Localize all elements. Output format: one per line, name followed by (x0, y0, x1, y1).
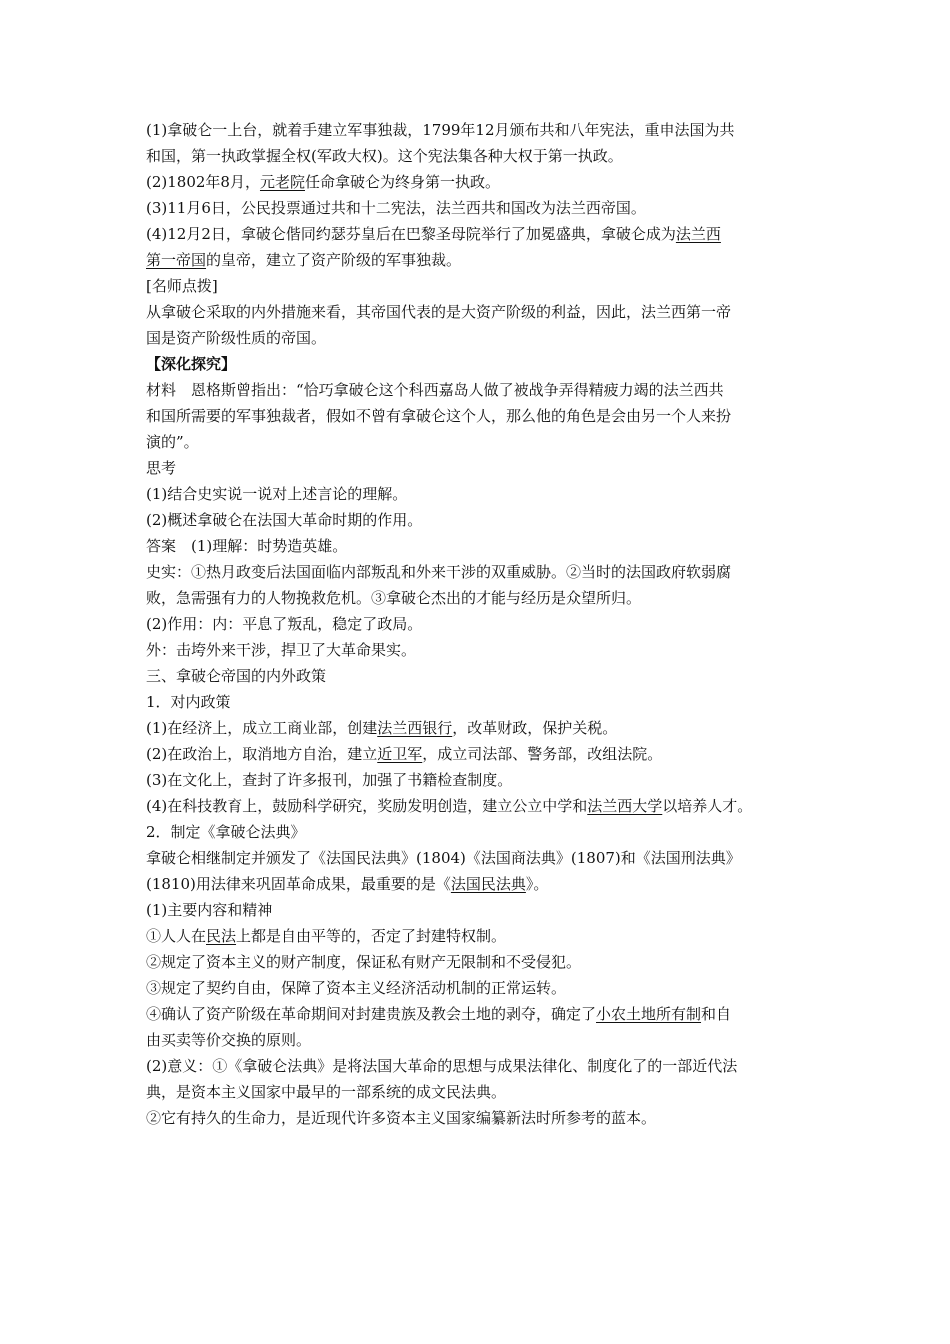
text-run: (1)拿破仑一上台，就着手建立军事独裁，1799年12月颁布共和八年宪法，重申法国为共 (146, 121, 735, 139)
text-line (146, 949, 826, 975)
text-line (146, 273, 826, 299)
underlined-term: 法兰西银行 (377, 719, 453, 737)
underlined-term: 法兰西 (675, 225, 721, 243)
text-line (146, 351, 826, 377)
text-line (146, 715, 826, 741)
text-run: 由买卖等价交换的原则。 (146, 1031, 312, 1049)
underlined-term: 民法 (206, 927, 237, 945)
text-run: (3)11月6日，公民投票通过共和十二宪法，法兰西共和国改为法兰西帝国。 (146, 199, 646, 217)
text-line (146, 377, 826, 403)
text-run: (2)概述拿破仑在法国大革命时期的作用。 (146, 511, 423, 529)
text-run: ，成立司法部、警务部，改组法院。 (422, 745, 663, 763)
underlined-term: 元老院 (259, 173, 305, 191)
text-line (146, 117, 826, 143)
text-run: 答案 (1)理解：时势造英雄。 (146, 537, 348, 555)
text-line (146, 611, 826, 637)
text-line (146, 663, 826, 689)
text-run: (1810)用法律来巩固革命成果，最重要的是《 (146, 875, 451, 893)
text-line (146, 689, 826, 715)
text-run: 外：击垮外来干涉，捍卫了大革命果实。 (146, 641, 417, 659)
text-line (146, 1027, 826, 1053)
text-line (146, 507, 826, 533)
text-run: 典，是资本主义国家中最早的一部系统的成文民法典。 (146, 1083, 507, 1101)
text-line (146, 1105, 826, 1131)
text-run: 材料 恩格斯曾指出：“恰巧拿破仑这个科西嘉岛人做了被战争弄得精疲力竭的法兰西共 (146, 381, 724, 399)
text-run: 史实：①热月政变后法国面临内部叛乱和外来干涉的双重威胁。②当时的法国政府软弱腐 (146, 563, 732, 581)
text-line (146, 1079, 826, 1105)
text-run: (2)在政治上，取消地方自治，建立 (146, 745, 378, 763)
text-run: 的皇帝，建立了资产阶级的军事独裁。 (206, 251, 462, 269)
text-line (146, 819, 826, 845)
text-line (146, 1001, 826, 1027)
text-line (146, 897, 826, 923)
text-line (146, 637, 826, 663)
text-run: [名师点拨] (146, 277, 218, 295)
document-body (146, 117, 826, 1131)
text-run: (1)主要内容和精神 (146, 901, 273, 919)
text-line (146, 767, 826, 793)
text-run: 思考 (146, 459, 177, 477)
text-run: (1)结合史实说一说对上述言论的理解。 (146, 485, 408, 503)
section-heading: 【深化探究】 (146, 355, 237, 373)
text-line (146, 871, 826, 897)
text-line (146, 923, 826, 949)
text-line (146, 845, 826, 871)
text-run: ②规定了资本主义的财产制度，保证私有财产无限制和不受侵犯。 (146, 953, 582, 971)
text-run: (1)在经济上，成立工商业部，创建 (146, 719, 378, 737)
text-run: 和自 (701, 1005, 732, 1023)
text-run: ①人人在 (146, 927, 207, 945)
text-run: (2)1802年8月， (146, 173, 260, 191)
text-run: (3)在文化上，查封了许多报刊，加强了书籍检查制度。 (146, 771, 513, 789)
text-run: 》。 (525, 875, 549, 893)
text-run: 败，急需强有力的人物挽救危机。③拿破仑杰出的才能与经历是众望所归。 (146, 589, 642, 607)
underlined-term: 法兰西大学 (587, 797, 663, 815)
text-line (146, 169, 826, 195)
text-run: 上都是自由平等的，否定了封建特权制。 (236, 927, 507, 945)
text-line (146, 481, 826, 507)
text-run: (2)意义：①《拿破仑法典》是将法国大革命的思想与成果法律化、制度化了的一部近代法 (146, 1057, 738, 1075)
underlined-term: 近卫军 (377, 745, 423, 763)
text-run: (4)12月2日，拿破仑偕同约瑟芬皇后在巴黎圣母院举行了加冕盛典，拿破仑成为 (146, 225, 676, 243)
text-run: 和国，第一执政掌握全权(军政大权)。这个宪法集各种大权于第一执政。 (146, 147, 623, 165)
text-run: (2)作用：内：平息了叛乱，稳定了政局。 (146, 615, 423, 633)
text-run: 演的”。 (146, 433, 199, 451)
text-run: 和国所需要的军事独裁者，假如不曾有拿破仑这个人，那么他的角色是会由另一个人来扮 (146, 407, 732, 425)
text-run: 拿破仑相继制定并颁发了《法国民法典》(1804)《法国商法典》(1807)和《法国刑法典》 (146, 849, 741, 867)
text-line (146, 221, 826, 247)
text-line (146, 455, 826, 481)
text-line (146, 403, 826, 429)
text-run: ②它有持久的生命力，是近现代许多资本主义国家编纂新法时所参考的蓝本。 (146, 1109, 657, 1127)
text-run: 国是资产阶级性质的帝国。 (146, 329, 327, 347)
text-line (146, 533, 826, 559)
text-run: ④确认了资产阶级在革命期间对封建贵族及教会土地的剥夺，确定了 (146, 1005, 597, 1023)
text-line (146, 195, 826, 221)
text-run: 三、拿破仑帝国的内外政策 (146, 667, 327, 685)
text-run: 2．制定《拿破仑法典》 (146, 823, 306, 841)
underlined-term: 小农土地所有制 (596, 1005, 702, 1023)
text-line (146, 585, 826, 611)
text-run: (4)在科技教育上，鼓励科学研究，奖励发明创造，建立公立中学和 (146, 797, 588, 815)
text-run: 任命拿破仑为终身第一执政。 (304, 173, 500, 191)
text-line (146, 793, 826, 819)
text-run: ，改革财政，保护关税。 (452, 719, 618, 737)
text-run: ③规定了契约自由，保障了资本主义经济活动机制的正常运转。 (146, 979, 567, 997)
text-line (146, 143, 826, 169)
text-line (146, 975, 826, 1001)
text-line (146, 429, 826, 455)
text-run: 从拿破仑采取的内外措施来看，其帝国代表的是大资产阶级的利益，因此，法兰西第一帝 (146, 303, 732, 321)
underlined-term: 第一帝国 (146, 251, 207, 269)
text-line (146, 741, 826, 767)
text-line (146, 299, 826, 325)
underlined-term: 法国民法典 (450, 875, 526, 893)
text-line (146, 247, 826, 273)
text-line (146, 1053, 826, 1079)
text-line (146, 325, 826, 351)
text-run: 以培养人才。 (662, 797, 753, 815)
text-line (146, 559, 826, 585)
text-run: 1．对内政策 (146, 693, 231, 711)
